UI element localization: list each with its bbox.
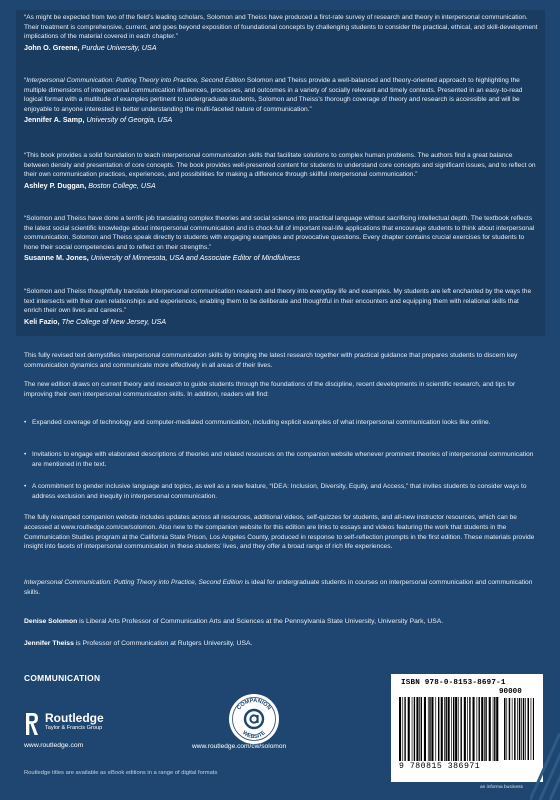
endorsement-attribution: John O. Greene, Purdue University, USA xyxy=(24,42,157,52)
endorsement-text: “Solomon and Theiss have done a terrific job translating complex theories and social science into practical language without sacrificing intellectual depth. The textbook reflects the latest social scientific knowledge about interpersonal communication and is chock-full of important real-life applications that encourage students to think about interpersonal communication. Solomon and Theiss speak directly to students with engaging examples and provocative questions. Every chapter contains crucial exercises for students to hone their social competencies and to reflect on their strengths.” xyxy=(24,215,535,251)
companion-top-label: COMPANION xyxy=(236,697,272,712)
endorser-name: Susanne M. Jones xyxy=(24,253,87,263)
author-bio-2 xyxy=(24,640,538,647)
companion-website-badge xyxy=(228,693,280,745)
endorsement-text: “This book provides a solid foundation to teach interpersonal communication skills that facilitate solutions to complex human problems. The authors find a great balance between density and presentation of core concepts. The book provides well-presented content for students to understand core concepts and significant issues, and to reflect on their own communication practices, experiences, and possibilities for making a difference through skillful interpersonal communication.” xyxy=(24,152,536,179)
feature-bullet-3: • A commitment to gender inclusive language and topics, as well as a new feature, “IDEA: Inclusion, Diversity, Equity, and Access,” that invites students to consider ways to address exclusion and inequity in interpersonal communication. xyxy=(32,482,536,502)
description-paragraph-4: Interpersonal Communication: Putting Theory into Practice, Second Edition is ideal for undergraduate students in courses on interpersonal communication and communication skills. xyxy=(24,579,533,596)
book-title-inline: Interpersonal Communication: Putting Theory into Practice, Second Edition xyxy=(24,579,243,586)
publisher-name: Routledge xyxy=(45,711,104,725)
endorser-name: Keli Fazio xyxy=(24,316,58,326)
endorser-affiliation: The College of New Jersey, USA xyxy=(61,316,167,326)
publisher-url: www.routledge.com xyxy=(24,742,84,749)
endorsement-attribution: Jennifer A. Samp, University of Georgia, USA xyxy=(24,115,173,125)
endorser-affiliation: University of Georgia, USA xyxy=(86,115,173,125)
author-bio-text: is Liberal Arts Professor of Communication Arts and Sciences at the Pennsylvania State University, University Park, USA. xyxy=(77,618,444,625)
endorsement-attribution: Susanne M. Jones, University of Minnesota, USA and Associate Editor of Mindfulness xyxy=(24,253,300,263)
companion-bottom-label: WEBSITE xyxy=(241,730,267,741)
endorsement-5 xyxy=(24,287,538,326)
isbn-text: ISBN 978-0-8153-8697-1 xyxy=(401,679,506,687)
informa-tagline: an informa business xyxy=(480,785,523,790)
ebook-availability-note: Routledge titles are available as eBook editions in a range of digital formats xyxy=(24,770,218,776)
endorsement-attribution: Ashley P. Duggan, Boston College, USA xyxy=(24,180,156,190)
subject-category: COMMUNICATION xyxy=(24,673,101,683)
endorser-name: Ashley P. Duggan xyxy=(24,180,85,190)
endorser-name: Jennifer A. Samp xyxy=(24,115,83,125)
barcode-icon xyxy=(399,697,499,761)
endorsement-text: “Interpersonal Communication: Putting Theory into Practice, Second Edition Solomon and Theiss provide a well-balanced and theory-oriented approach to highlighting the multiple dimensions of interpersonal communication influences, processes, and outcomes in a variety of socially relevant and timely contexts. Presented in an easy-to-read logical format with a multitude of examples pertinent to undergraduate students, Solomon and Theiss’s thorough coverage of theory and research is accessible and will be enjoyable to anyone interested in better understanding the multi-faceted nature of communication.” xyxy=(24,77,523,113)
companion-website-url: www.routledge.com/cw/solomon xyxy=(192,743,287,750)
publisher-logo xyxy=(24,711,154,751)
ean-digits: 9 780815 386971 xyxy=(399,762,481,771)
author-bio-text: is Professor of Communication at Rutgers University, USA. xyxy=(73,640,253,647)
feature-bullet-1: • Expanded coverage of technology and computer-mediated communication, including explicit examples of what interpersonal communication looks like online. xyxy=(32,418,536,428)
endorsement-1 xyxy=(24,13,538,52)
routledge-r-logo-icon xyxy=(24,711,40,737)
description-paragraph-2: The new edition draws on current theory and research to guide students through the foundations of the discipline, recent developments in scientific research, and tips for improving their own interpersonal communication skills. In addition, readers will find: xyxy=(24,381,516,398)
endorsement-attribution: Keli Fazio, The College of New Jersey, USA xyxy=(24,316,167,326)
feature-bullet-2: • Invitations to engage with elaborated descriptions of theories and related resources on the companion website whenever prominent theories of interpersonal communication are mentioned in the text. xyxy=(32,450,536,470)
endorsement-text: “As might be expected from two of the field’s leading scholars, Solomon and Theiss have produced a first-rate survey of research and theory in interpersonal communication. Their treatment is comprehensive, current, and goes beyond exposition of foundational concepts by challenging students to consider the practical, ethical, and skill-development implications of the material covered in each chapter.” xyxy=(24,14,538,41)
isbn-barcode xyxy=(391,674,543,782)
endorsement-4 xyxy=(24,214,538,263)
author-bio-1 xyxy=(24,618,538,625)
endorser-affiliation: Boston College, USA xyxy=(88,180,156,190)
description-paragraph-1: This fully revised text demystifies interpersonal communication skills by bringing the latest research together with practical guidance that prepares students to discern key communication dynamics and communicate more effectively in all areas of their lives. xyxy=(24,352,518,369)
price-code: 90000 xyxy=(499,688,522,696)
endorser-affiliation: Purdue University, USA xyxy=(81,42,157,52)
endorsement-text: “Solomon and Theiss thoughtfully translate interpersonal communication research and theory into everyday life and examples. My students are left enchanted by the ways the text intersects with their own relationships and experiences, enabling them to be deliberate and thoughtful in their encounters and equipping them with relational skills that enrich their own lives and careers.” xyxy=(24,288,532,315)
endorsement-3 xyxy=(24,151,538,190)
endorsement-2 xyxy=(24,76,538,125)
book-title-inline: Interpersonal Communication: Putting Theory into Practice, Second Edition xyxy=(26,77,246,84)
decorative-stripes xyxy=(530,733,560,800)
author-name: Denise Solomon xyxy=(24,618,78,625)
author-name: Jennifer Theiss xyxy=(24,640,74,647)
endorser-name: John O. Greene xyxy=(24,42,78,52)
endorser-affiliation: University of Minnesota, USA and Associate Editor of Mindfulness xyxy=(90,253,300,263)
description-paragraph-3: The fully revamped companion website includes updates across all resources, additional videos, self-quizzes for students, and all-new instructor resources, which can be accessed at www.routledge.com/cw/solomon. Also new to the companion website for this edition are links to essays and videos featuring the work that students in the Communication Studies program at the California State Prison, Los Angeles County, produced in response to self-reflection prompts in the first edition. These materials provide insight into facets of interpersonal communication in these students’ lives, and they offer a broad range of rich life experiences. xyxy=(24,514,535,551)
publisher-group: Taylor & Francis Group xyxy=(45,725,103,731)
